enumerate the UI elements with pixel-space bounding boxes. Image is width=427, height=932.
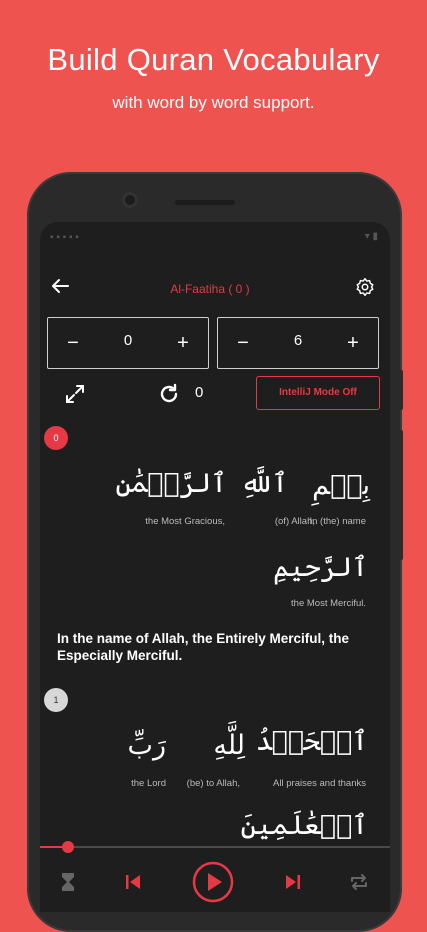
refresh-count: 0	[195, 384, 204, 401]
seek-bar-thumb[interactable]	[62, 841, 74, 853]
word-translation: (be) to Allah,	[186, 778, 240, 789]
arabic-word[interactable]: لِلَّهِ	[213, 730, 245, 761]
arabic-word[interactable]: بِسۡمِ	[312, 470, 370, 501]
arabic-word[interactable]: ٱلۡحَمۡدُ	[255, 726, 368, 757]
verse-number-badge: 0	[44, 426, 68, 450]
back-arrow-icon[interactable]	[48, 274, 72, 298]
word-translation: In (the) name	[309, 516, 366, 527]
app-screen	[40, 222, 390, 912]
intelli-mode-toggle-button[interactable]: IntelliJ Mode Off	[256, 376, 380, 410]
word-translation: the Most Gracious,	[145, 516, 225, 527]
status-icons-left: ▪ ▪ ▪ ▪ ▪	[50, 232, 79, 243]
word-translation: All praises and thanks	[273, 778, 366, 789]
repeat-icon[interactable]	[347, 870, 371, 894]
page-title: Al-Faatiha ( 0 )	[170, 282, 250, 296]
skip-previous-icon[interactable]	[121, 870, 145, 894]
decrement-button[interactable]: −	[237, 332, 249, 354]
expand-icon[interactable]	[63, 382, 87, 406]
verse-translation: In the name of Allah, the Entirely Merciful, the Especially Merciful.	[57, 631, 350, 663]
increment-button[interactable]: +	[347, 332, 359, 354]
end-verse-stepper	[217, 317, 379, 369]
start-verse-stepper	[47, 317, 209, 369]
skip-next-icon[interactable]	[281, 870, 305, 894]
play-icon[interactable]	[191, 860, 235, 904]
seek-bar-track[interactable]	[40, 846, 390, 848]
front-camera	[122, 192, 138, 208]
arabic-word[interactable]: ٱلرَّحۡمَٰنِ	[115, 468, 227, 499]
word-translation: the Lord	[131, 778, 166, 789]
earpiece-speaker	[175, 200, 235, 205]
promo-subtitle: with word by word support.	[112, 93, 315, 112]
gear-icon[interactable]	[354, 276, 376, 298]
decrement-button[interactable]: −	[67, 332, 79, 354]
verse-number-badge: 1	[44, 688, 68, 712]
increment-button[interactable]: +	[177, 332, 189, 354]
promo-title: Build Quran Vocabulary	[47, 42, 380, 77]
arabic-word[interactable]: ٱلۡعَٰلَمِينَ	[240, 810, 368, 841]
stepper-value: 6	[293, 332, 303, 349]
arabic-word[interactable]: رَبِّ	[127, 730, 166, 761]
hourglass-icon[interactable]	[56, 870, 80, 894]
status-bar	[40, 230, 390, 246]
arabic-word[interactable]: ٱلرَّحِيمِ	[273, 552, 368, 583]
arabic-word[interactable]: ٱللَّهِ	[240, 468, 288, 499]
status-icons-right: ▾ ▮	[364, 231, 378, 242]
phone-power-button	[399, 430, 403, 560]
stepper-value: 0	[123, 332, 133, 349]
phone-volume-button	[399, 370, 403, 410]
word-translation: the Most Merciful.	[291, 598, 366, 609]
word-translation: (of) Allah,	[274, 516, 315, 527]
refresh-icon[interactable]	[157, 382, 181, 406]
